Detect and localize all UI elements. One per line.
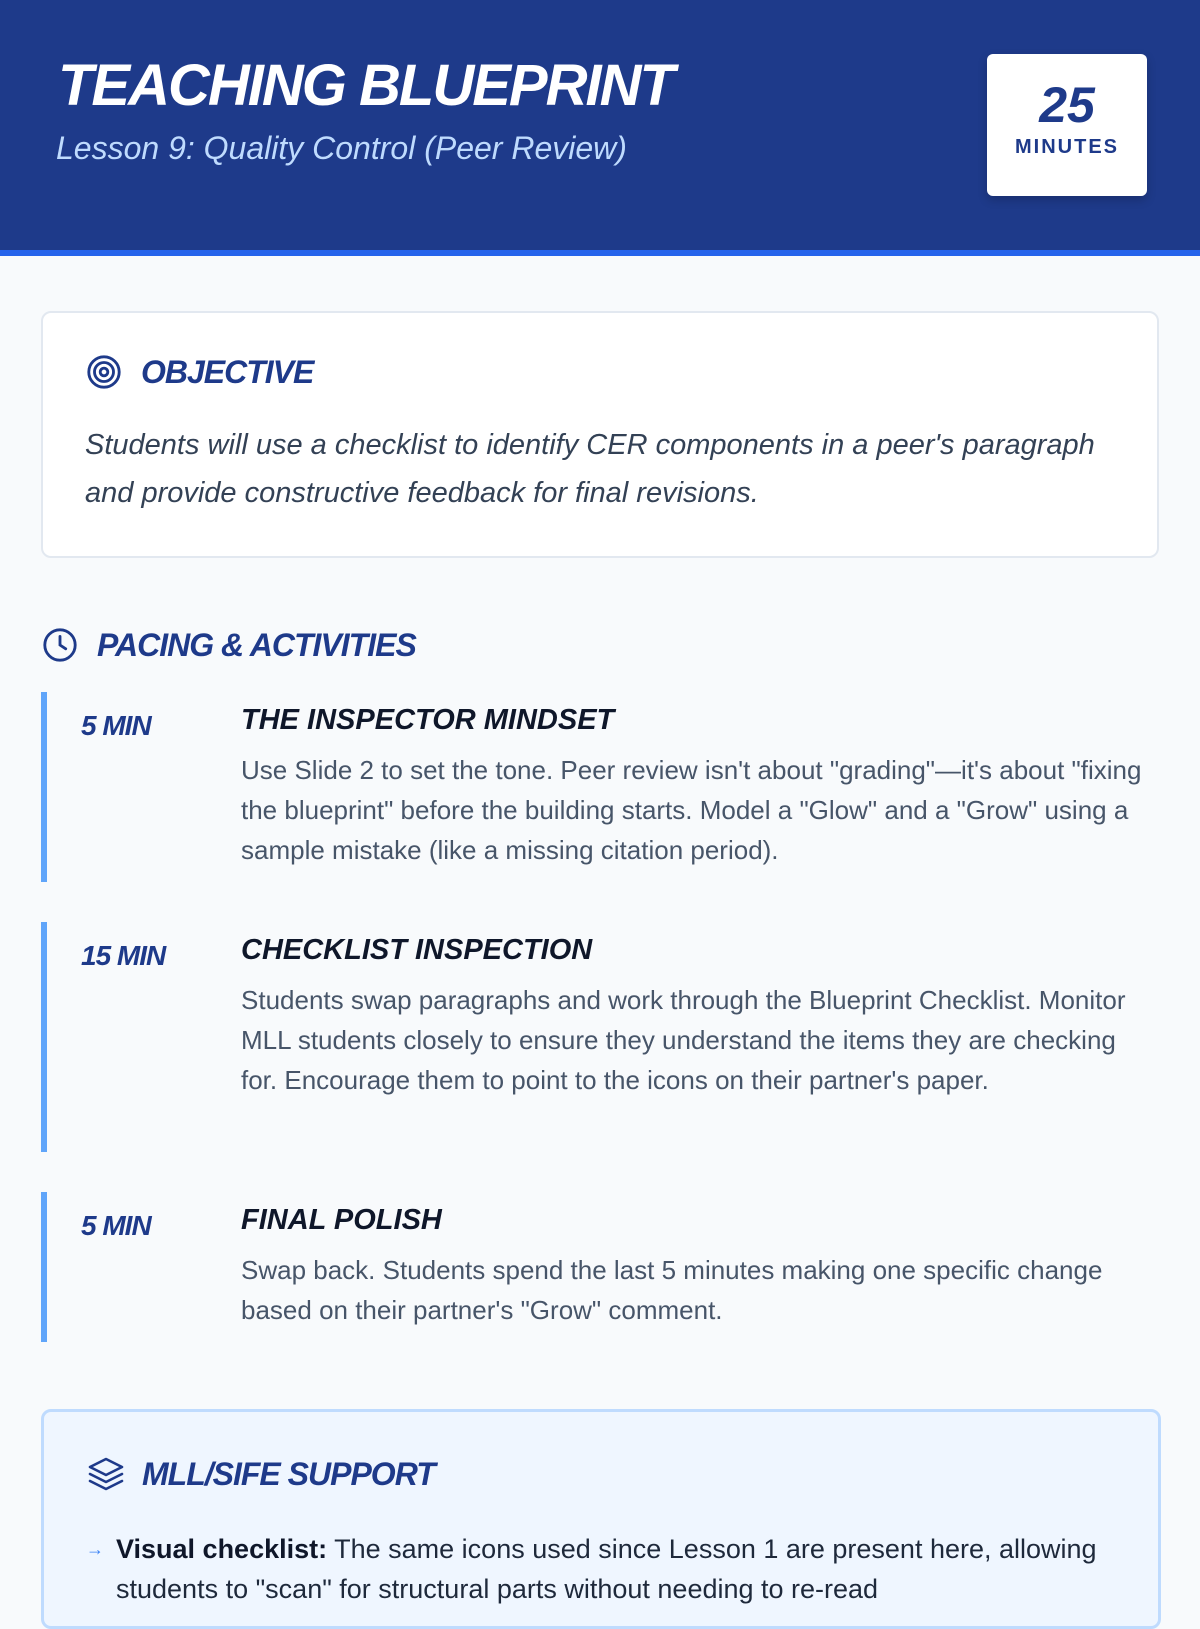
activity-item xyxy=(41,692,1161,882)
pacing-title: PACING & ACTIVITIES xyxy=(97,626,416,663)
activity-item xyxy=(41,922,1161,1152)
page-title: TEACHING BLUEPRINT xyxy=(58,53,673,118)
support-title: MLL/SIFE SUPPORT xyxy=(142,1455,435,1492)
target-icon xyxy=(85,353,123,391)
objective-title: OBJECTIVE xyxy=(141,353,314,390)
activity-title: FINAL POLISH xyxy=(241,1204,442,1236)
layers-icon xyxy=(86,1454,126,1494)
support-item-body xyxy=(116,1529,1116,1609)
duration-unit: MINUTES xyxy=(1015,136,1119,158)
activity-description: Students swap paragraphs and work through the Blueprint Checklist. Monitor MLL students closely to ensure they understand the items they are checking for. Encourage them to point to the icons on their partner's paper. xyxy=(241,985,1126,1095)
activity-time: 5 MIN xyxy=(81,710,151,741)
arrow-right-icon: → xyxy=(86,1539,104,1559)
activity-title: CHECKLIST INSPECTION xyxy=(241,934,593,966)
activity-time: 15 MIN xyxy=(81,940,166,971)
support-item-text: The same icons used since Lesson 1 are present here, allowing students to "scan" for structural parts without needing to re-read xyxy=(116,1534,1097,1604)
objective-heading xyxy=(85,353,313,391)
support-list-item xyxy=(86,1529,1116,1609)
activity-description: Swap back. Students spend the last 5 minutes making one specific change based on their partner's "Grow" comment. xyxy=(241,1255,1103,1325)
objective-card xyxy=(41,311,1159,558)
clock-icon xyxy=(41,626,79,664)
support-card xyxy=(41,1409,1161,1629)
pacing-heading xyxy=(41,626,416,664)
activity-item xyxy=(41,1192,1161,1342)
duration-value: 25 xyxy=(1039,77,1095,133)
objective-text: Students will use a checklist to identify CER components in a peer's paragraph and provide constructive feedback for final revisions. xyxy=(85,429,1095,509)
page-header xyxy=(0,0,1200,256)
activity-description: Use Slide 2 to set the tone. Peer review isn't about "grading"—it's about "fixing the blueprint" before the building starts. Model a "Glow" and a "Grow" using a sample mistake (like a missing citation period). xyxy=(241,755,1142,865)
support-heading xyxy=(86,1454,435,1494)
duration-badge xyxy=(987,54,1147,196)
support-item-label: Visual checklist: xyxy=(116,1534,328,1564)
lesson-subtitle: Lesson 9: Quality Control (Peer Review) xyxy=(56,130,627,166)
activity-title: THE INSPECTOR MINDSET xyxy=(241,704,615,736)
activity-time: 5 MIN xyxy=(81,1210,151,1241)
